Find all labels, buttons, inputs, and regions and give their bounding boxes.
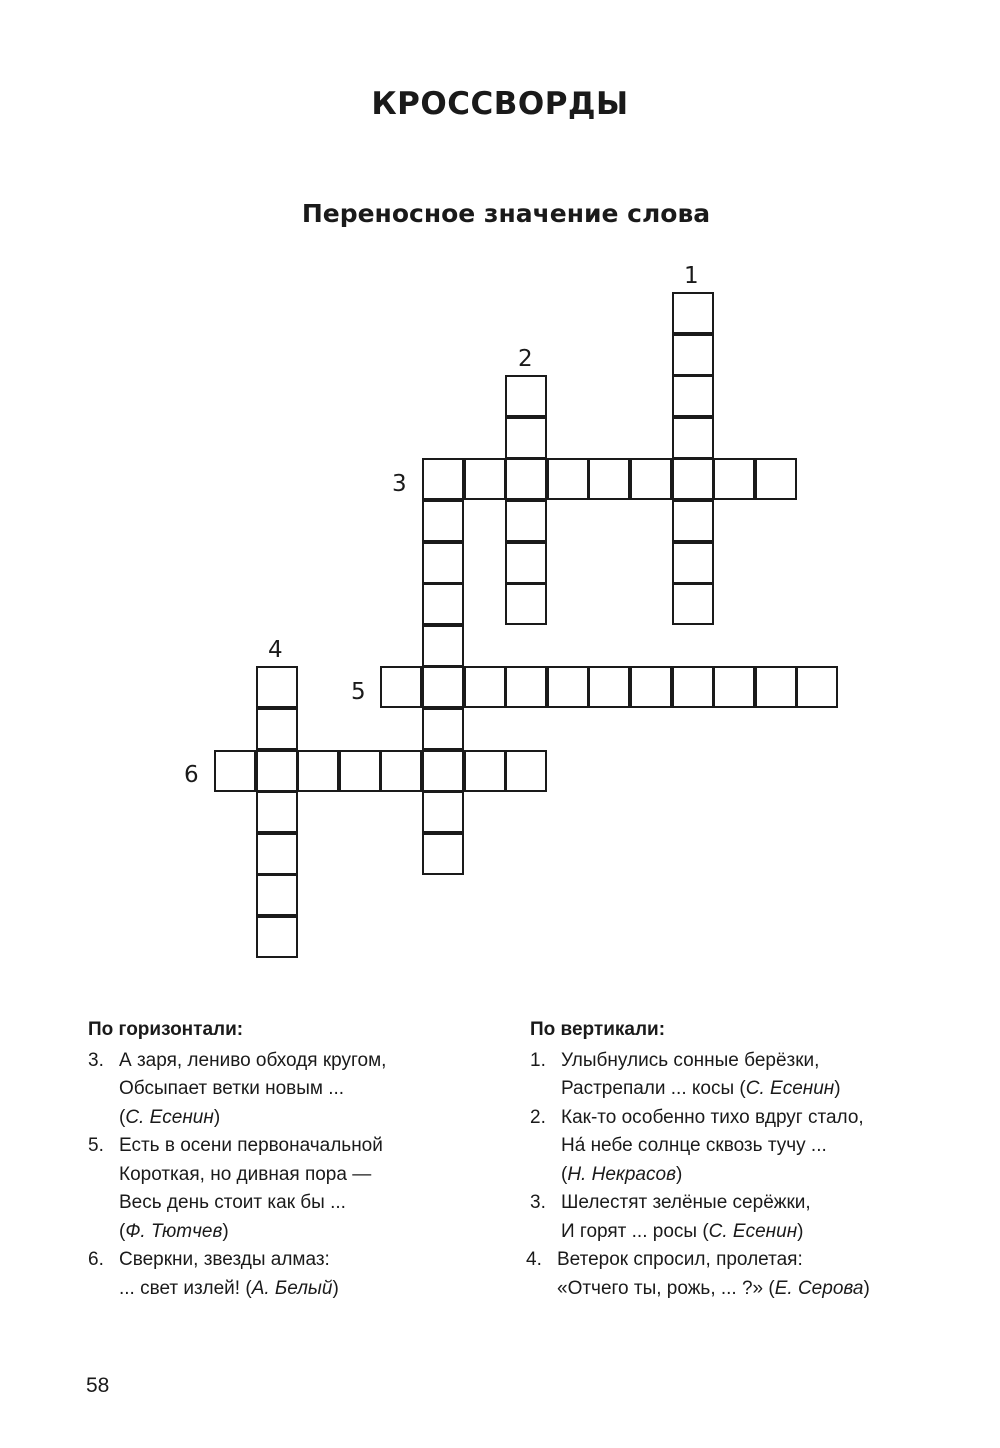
crossword-cell[interactable] (422, 750, 464, 792)
clue-number: 2. (530, 1106, 546, 1128)
crossword-cell[interactable] (755, 666, 797, 708)
clue-author: Н. Некрасов (567, 1163, 676, 1185)
crossword-cell[interactable] (380, 666, 422, 708)
clue-line: Ветерок спросил, пролетая: (557, 1249, 803, 1270)
horizontal-heading: По горизонтали: (88, 1019, 244, 1040)
crossword-cell[interactable] (422, 666, 464, 708)
crossword-cell[interactable] (422, 708, 464, 750)
clue-line: Есть в осени первоначальной (119, 1135, 383, 1156)
crossword-cell[interactable] (256, 750, 298, 792)
crossword-cell[interactable] (422, 542, 464, 584)
clue-author: С. Есенин (708, 1220, 798, 1242)
crossword-cell[interactable] (256, 666, 298, 708)
clue-v1 (530, 1047, 950, 1104)
crossword-cell[interactable] (672, 375, 714, 417)
crossword-cell[interactable] (672, 334, 714, 376)
crossword-cell[interactable] (713, 458, 755, 500)
word-number-1: 1 (684, 263, 699, 289)
crossword-cell[interactable] (256, 916, 298, 958)
crossword-cell[interactable] (422, 833, 464, 875)
clue-source-line: «Отчего ты, рожь, ... ?» (Е. Серова) (557, 1277, 870, 1299)
clue-author: Е. Серова (774, 1277, 864, 1299)
clue-number: 4. (526, 1249, 542, 1270)
clue-v4 (526, 1246, 950, 1303)
horizontal-clues (88, 1016, 468, 1303)
word-number-4: 4 (268, 637, 283, 663)
clue-source-line: (Ф. Тютчев) (119, 1220, 229, 1242)
page-title: КРОССВОРДЫ (371, 86, 629, 122)
crossword-cell[interactable] (547, 666, 589, 708)
crossword-cell[interactable] (588, 458, 630, 500)
crossword-cell[interactable] (256, 791, 298, 833)
crossword-cell[interactable] (256, 833, 298, 875)
clue-source-line: ... свет излей! (А. Белый) (119, 1277, 339, 1299)
crossword-cell[interactable] (547, 458, 589, 500)
clue-line: Обсыпает ветки новым ... (119, 1078, 345, 1099)
crossword-cell[interactable] (464, 750, 506, 792)
crossword-cell[interactable] (339, 750, 381, 792)
clue-author: Ф. Тютчев (125, 1220, 223, 1242)
crossword-cell[interactable] (630, 458, 672, 500)
clue-h6 (88, 1246, 468, 1303)
crossword-cell[interactable] (505, 458, 547, 500)
crossword-cell[interactable] (755, 458, 797, 500)
crossword-cell[interactable] (672, 583, 714, 625)
clue-line: Улыбнулись сонные берёзки, (561, 1049, 820, 1071)
clue-number: 5. (88, 1135, 104, 1156)
crossword-cell[interactable] (256, 708, 298, 750)
crossword-cell[interactable] (588, 666, 630, 708)
clue-source-line: (Н. Некрасов) (561, 1163, 683, 1185)
vertical-clues (526, 1016, 950, 1303)
clue-source-line: (С. Есенин) (119, 1106, 221, 1128)
clue-number: 6. (88, 1249, 104, 1270)
crossword-cell[interactable] (713, 666, 755, 708)
crossword-cell[interactable] (672, 417, 714, 459)
crossword-cell[interactable] (505, 417, 547, 459)
clue-author: А. Белый (251, 1277, 333, 1299)
clue-line: Как-то особенно тихо вдруг стало, (561, 1106, 864, 1128)
word-number-5: 5 (351, 679, 366, 705)
crossword-cell[interactable] (297, 750, 339, 792)
clue-number: 1. (530, 1049, 546, 1071)
crossword-cell[interactable] (422, 500, 464, 542)
page-number: 58 (86, 1374, 110, 1397)
crossword-cell[interactable] (630, 666, 672, 708)
clue-line: Шелестят зелёные серёжки, (561, 1192, 811, 1213)
clue-source-line: Растрепали ... косы (С. Есенин) (561, 1078, 841, 1099)
crossword-cell[interactable] (672, 666, 714, 708)
clue-number: 3. (530, 1192, 546, 1213)
crossword-subtitle: Переносное значение слова (301, 199, 711, 228)
crossword-cell[interactable] (464, 666, 506, 708)
clue-number: 3. (88, 1049, 104, 1071)
crossword-cell[interactable] (422, 625, 464, 667)
clue-line: Короткая, но дивная пора — (119, 1163, 372, 1185)
crossword-cell[interactable] (505, 375, 547, 417)
vertical-heading: По вертикали: (530, 1019, 666, 1040)
crossword-cell[interactable] (422, 458, 464, 500)
clue-h3 (88, 1047, 468, 1133)
crossword-cell[interactable] (505, 666, 547, 708)
crossword-cell[interactable] (422, 583, 464, 625)
clue-source-line: И горят ... росы (С. Есенин) (561, 1220, 804, 1242)
clue-line: На́ небе солнце сквозь тучу ... (561, 1135, 827, 1156)
clue-line: А заря, лениво обходя кругом, (119, 1049, 387, 1071)
crossword-cell[interactable] (505, 500, 547, 542)
crossword-cell[interactable] (505, 750, 547, 792)
clue-author: С. Есенин (745, 1078, 835, 1099)
clue-v3 (530, 1189, 950, 1246)
clue-h5 (88, 1132, 468, 1246)
word-number-2: 2 (518, 346, 533, 372)
crossword-cell[interactable] (672, 458, 714, 500)
crossword-cell[interactable] (672, 292, 714, 334)
crossword-cell[interactable] (380, 750, 422, 792)
crossword-cell[interactable] (464, 458, 506, 500)
crossword-cell[interactable] (796, 666, 838, 708)
crossword-cell[interactable] (672, 500, 714, 542)
crossword-cell[interactable] (505, 583, 547, 625)
crossword-cell[interactable] (256, 874, 298, 916)
crossword-cell[interactable] (505, 542, 547, 584)
clue-line: Сверкни, звезды алмаз: (119, 1249, 330, 1270)
clue-author: С. Есенин (125, 1106, 214, 1128)
crossword-cell[interactable] (214, 750, 256, 792)
clue-line: Весь день стоит как бы ... (119, 1192, 346, 1213)
word-number-3: 3 (392, 471, 407, 497)
word-number-6: 6 (184, 762, 199, 788)
crossword-cell[interactable] (672, 542, 714, 584)
clue-v2 (530, 1104, 950, 1190)
crossword-cell[interactable] (422, 791, 464, 833)
